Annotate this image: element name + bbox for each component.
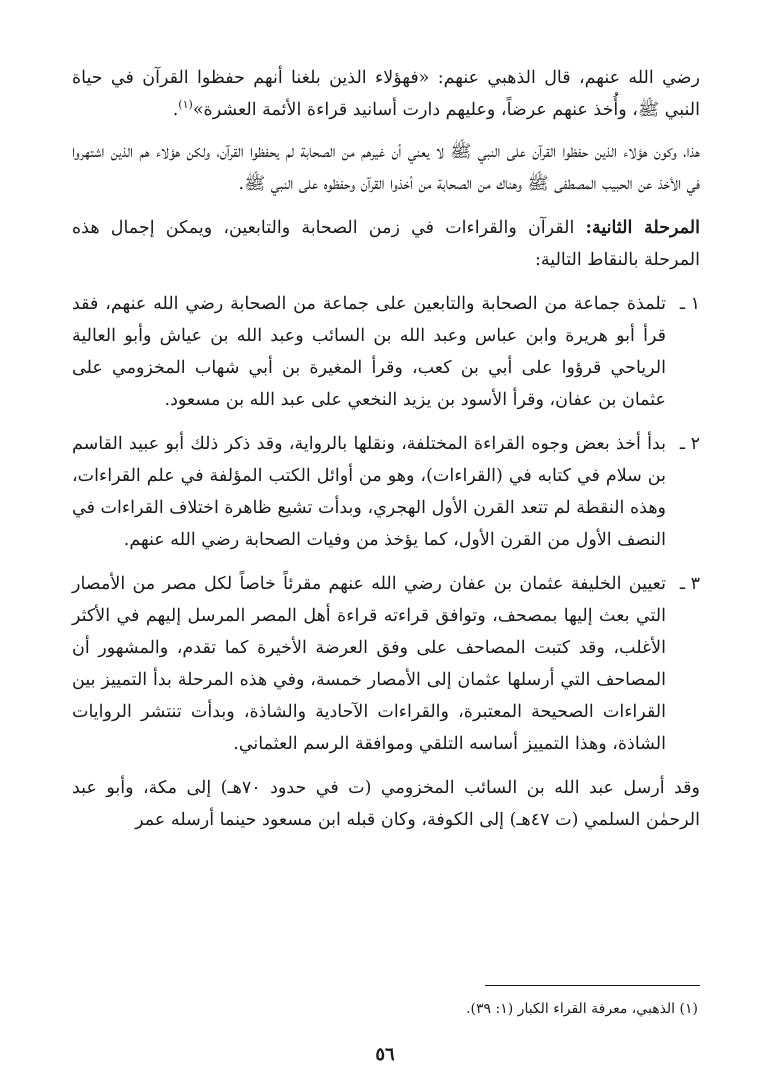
paragraph-closing: وقد أرسل عبد الله بن السائب المخزومي (ت في حدود ٧٠هـ) إلى مكة، وأبو عبد الرحمٰن السلمي (ت ٤٧هـ) إلى الكوفة، وكان قبله ابن مسعود حينما أرسله عمر [72,778,701,830]
paragraph-second-stage [72,212,700,276]
list-item-number: ١ ـ [679,294,700,314]
footnote-divider [485,985,700,986]
list-item-number: ٢ ـ [679,434,700,454]
section-intro-text: القرآن والقراءات في زمن الصحابة والتابعين، ويمكن إجمال هذه المرحلة بالنقاط التالية: [72,218,700,270]
list-item [72,568,700,760]
page-number: ٥٦ [375,1044,395,1065]
list-item-text: بدأ أخذ بعض وجوه القراءة المختلفة، ونقلها بالرواية، وقد ذكر ذلك أبو عبيد القاسم بن سلام في كتابه في (القراءات)، وهو من أوائل الكتب المؤلفة في علم القراءات، وهذه النقطة لم تتعد القرن الأول الهجري، وبدأت تشيع ظاهرة اختلاف القراءات في النصف الأول من القرن الأول، كما يؤخذ من وفيات الصحابة رضي الله عنهم. [72,434,666,550]
paragraph-intro [72,62,700,126]
paragraph-intro-text: رضي الله عنهم، قال الذهبي عنهم: «فهؤلاء الذين بلغنا أنهم حفظوا القرآن في حياة النبي ﷺ، وأُخذ عنهم عرضاً، وعليهم دارت أسانيد قراءة الأئمة العشرة» [72,68,700,120]
footnote: (١) الذهبي، معرفة القراء الكبار (١: ٣٩). [466,1001,698,1017]
list-item-number: ٣ ـ [679,574,700,594]
footnote-reference[interactable]: (١) [178,98,193,112]
list-item [72,428,700,556]
list-item-text: تعيين الخليفة عثمان بن عفان رضي الله عنهم مقرئاً خاصاً لكل مصر من الأمصار التي بعث إليها بمصحف، وتوافق قراءته قراءة أهل المصر المرسل إليهم في الأكثر الأغلب، وقد كتبت المصاحف على وفق العرضة الأخيرة كما تقدم، والمشهور أن المصاحف التي أرسلها عثمان إلى الأمصار خمسة، وفي هذه المرحلة بدأ التمييز بين القراءات الصحيحة المعتبرة، والقراءات الآحادية والشاذة، وبدأت تنتشر الروايات الشاذة، وهذا التمييز أساسه التلقي وموافقة الرسم العثماني. [72,574,666,754]
list-item [72,288,700,416]
paragraph-intro-end: . [172,100,179,120]
section-label: المرحلة الثانية: [585,218,700,238]
paragraph-companions: هذا، وكون هؤلاء الذين حفظوا القرآن على النبي ﷺ لا يعني أن غيرهم من الصحابة لم يحفظوا القرآن، ولكن هؤلاء هم الذين اشتهروا في الأخذ عن الحبيب المصطفى ﷺ وهناك من الصحابة من أخذوا القرآن وحفظوه على النبي ﷺ. [72,142,700,194]
list-item-text: تلمذة جماعة من الصحابة والتابعين على جماعة من الصحابة رضي الله عنهم، فقد قرأ أبو هريرة وابن عباس وعبد الله بن السائب وعبد الله بن عياش وأبو العالية الرياحي قرؤوا على أبي بن كعب، وقرأ المغيرة بن أبي شهاب المخزومي على عثمان بن عفان، وقرأ الأسود بن يزيد النخعي على عبد الله بن مسعود. [72,294,666,410]
